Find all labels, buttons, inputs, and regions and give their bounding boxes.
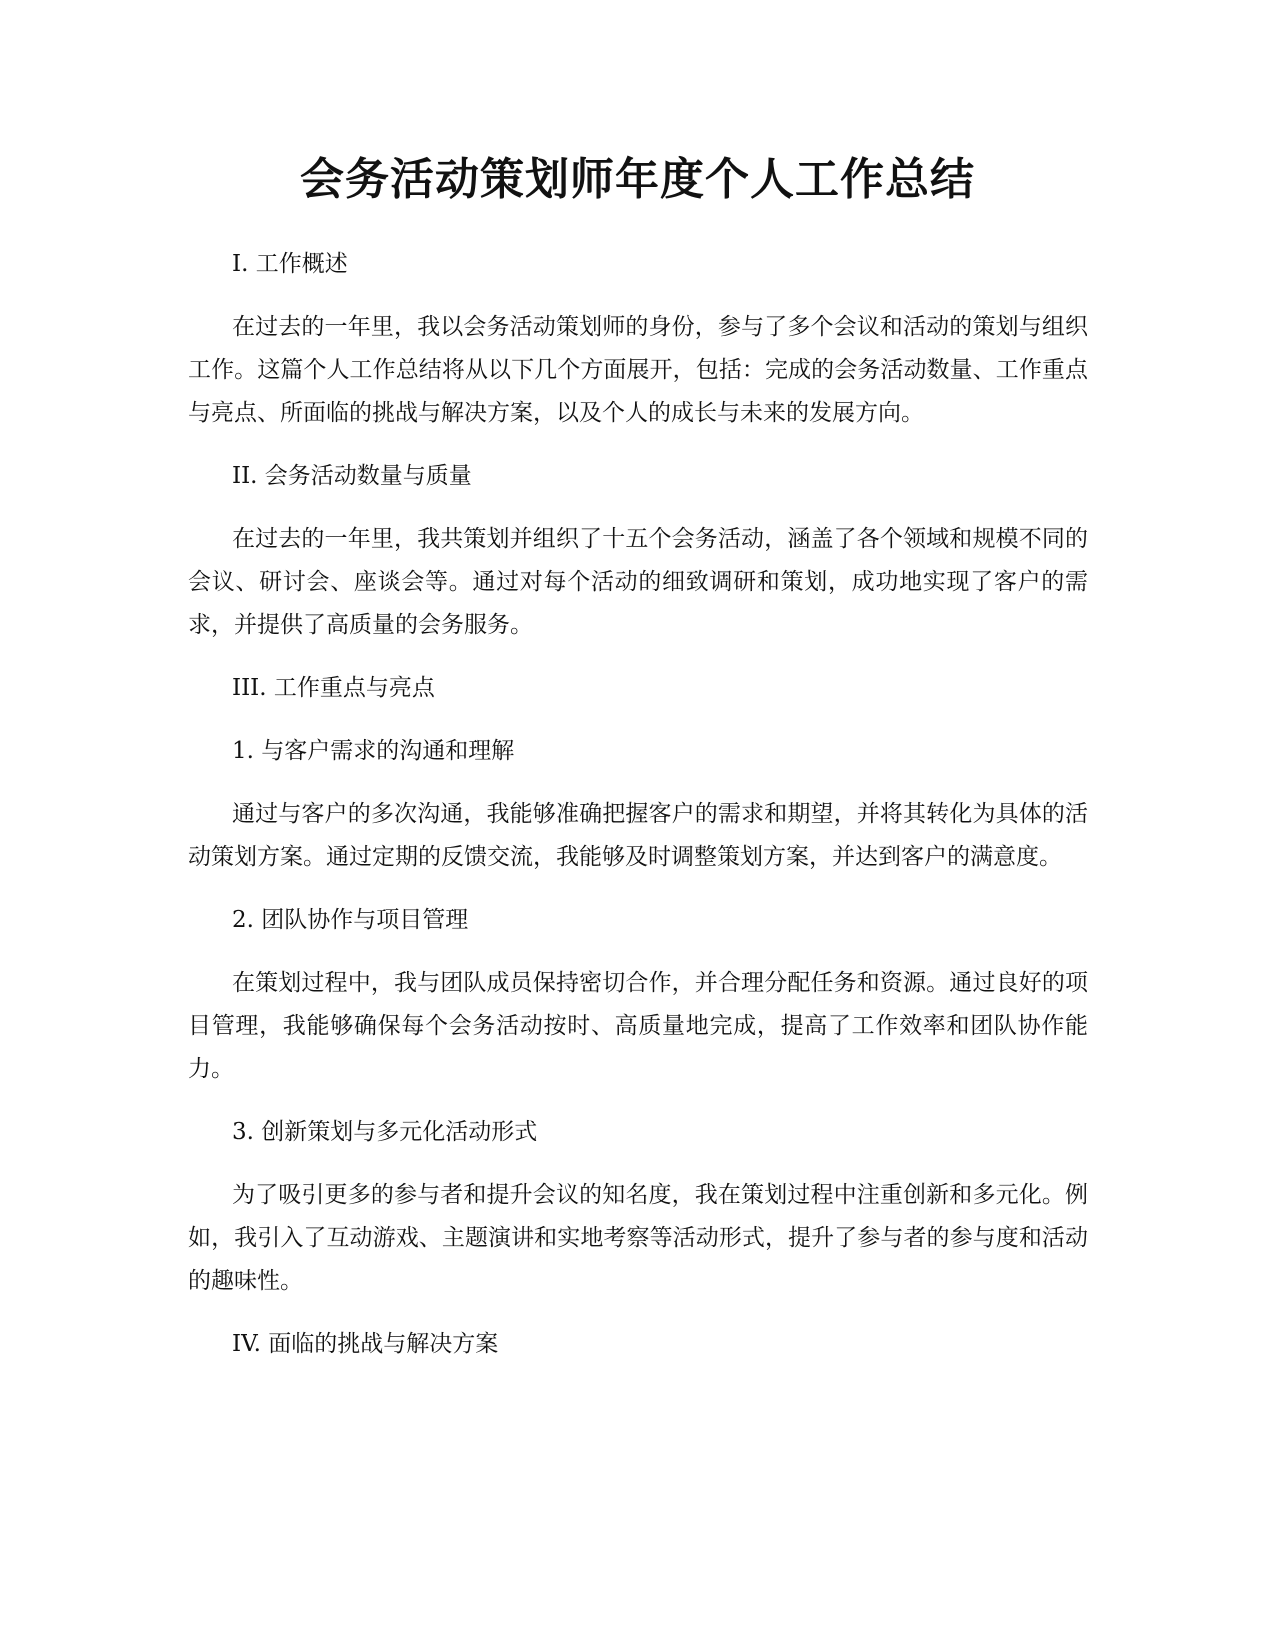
subsection-heading: 3. 创新策划与多元化活动形式 [232,1119,538,1145]
paragraph: 通过与客户的多次沟通，我能够准确把握客户的需求和期望，并将其转化为具体的活动策划方案。通过定期的反馈交流，我能够及时调整策划方案，并达到客户的满意度。 [188,801,1088,870]
document-body [188,243,1088,1386]
subsection-heading: 1. 与客户需求的沟通和理解 [232,738,515,764]
section-heading: I. 工作概述 [232,251,348,277]
section-heading: IV. 面临的挑战与解决方案 [232,1331,499,1357]
paragraph: 在过去的一年里，我共策划并组织了十五个会务活动，涵盖了各个领域和规模不同的会议、研讨会、座谈会等。通过对每个活动的细致调研和策划，成功地实现了客户的需求，并提供了高质量的会务服务。 [188,526,1088,638]
paragraph: 在过去的一年里，我以会务活动策划师的身份，参与了多个会议和活动的策划与组织工作。这篇个人工作总结将从以下几个方面展开，包括：完成的会务活动数量、工作重点与亮点、所面临的挑战与解决方案，以及个人的成长与未来的发展方向。 [188,314,1088,426]
paragraph: 为了吸引更多的参与者和提升会议的知名度，我在策划过程中注重创新和多元化。例如，我引入了互动游戏、主题演讲和实地考察等活动形式，提升了参与者的参与度和活动的趣味性。 [188,1182,1088,1294]
section-heading: II. 会务活动数量与质量 [232,463,472,489]
subsection-heading: 2. 团队协作与项目管理 [232,907,469,933]
document-title: 会务活动策划师年度个人工作总结 [300,154,975,205]
section-heading: III. 工作重点与亮点 [232,675,435,701]
paragraph: 在策划过程中，我与团队成员保持密切合作，并合理分配任务和资源。通过良好的项目管理，我能够确保每个会务活动按时、高质量地完成，提高了工作效率和团队协作能力。 [188,970,1088,1082]
